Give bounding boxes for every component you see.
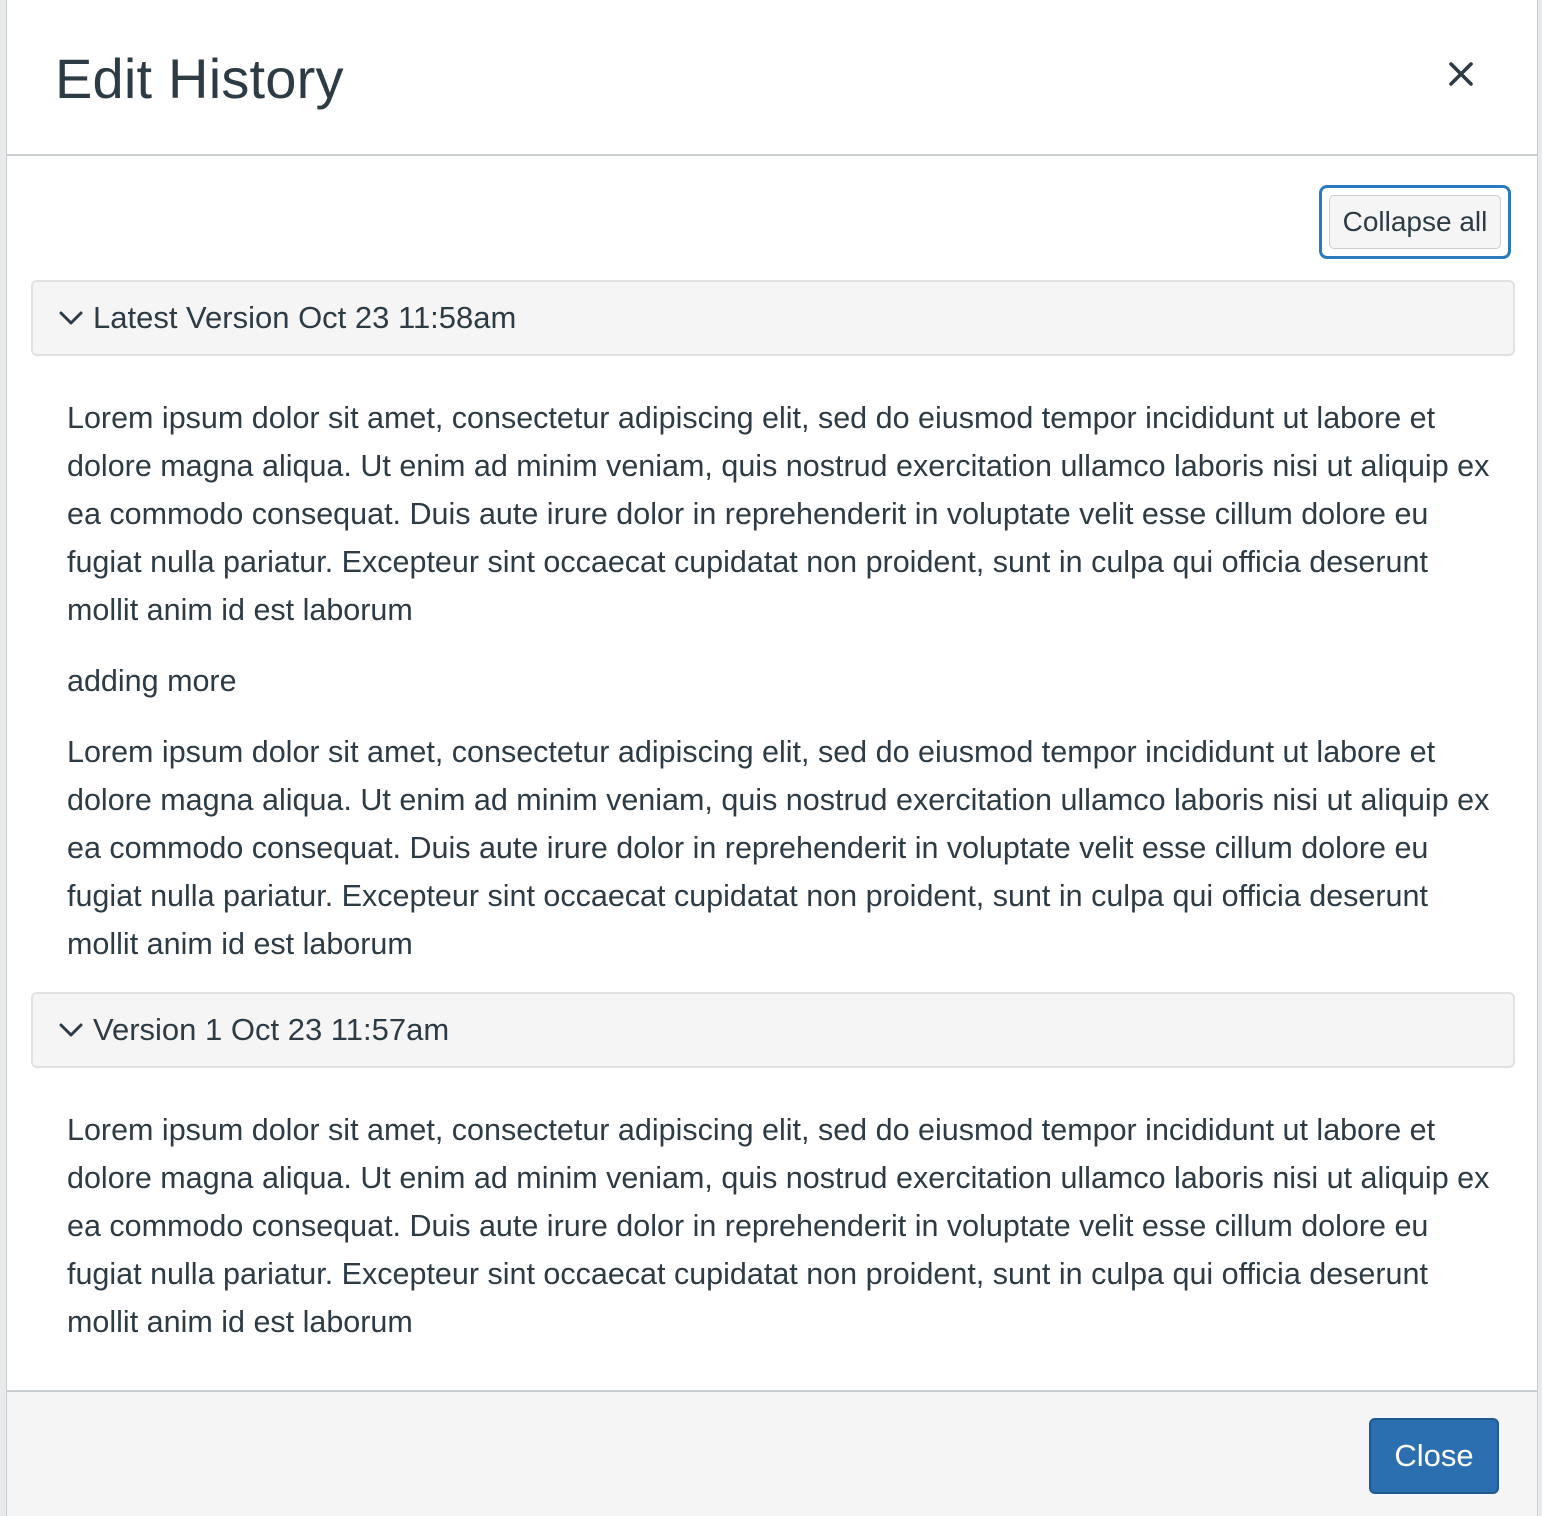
- version-content-latest: [67, 394, 1507, 968]
- chevron-down-icon: [57, 1016, 85, 1044]
- version-paragraph: Lorem ipsum dolor sit amet, consectetur adipiscing elit, sed do eiusmod tempor incididunt ut labore et dolore magna aliqua. Ut enim ad minim veniam, quis nostrud exercitation ullamco laboris nisi ut aliquip ex ea commodo consequat. Duis aute irure dolor in reprehenderit in voluptate velit esse cillum dolore eu fugiat nulla pariatur. Excepteur sint occaecat cupidatat non proident, sunt in culpa qui officia deserunt mollit anim id est laborum: [67, 401, 1490, 627]
- page-backdrop-right: [1538, 0, 1542, 1516]
- close-button[interactable]: Close: [1369, 1418, 1499, 1494]
- version-label: Latest Version Oct 23 11:58am: [93, 300, 517, 335]
- close-icon[interactable]: [1439, 52, 1483, 96]
- version-toggle-1[interactable]: [31, 992, 1515, 1068]
- version-content-1: [67, 1106, 1507, 1346]
- chevron-down-icon: [57, 304, 85, 332]
- collapse-all-button[interactable]: Collapse all: [1329, 195, 1501, 249]
- collapse-all-focus-ring: [1319, 185, 1511, 259]
- version-paragraph: Lorem ipsum dolor sit amet, consectetur adipiscing elit, sed do eiusmod tempor incididunt ut labore et dolore magna aliqua. Ut enim ad minim veniam, quis nostrud exercitation ullamco laboris nisi ut aliquip ex ea commodo consequat. Duis aute irure dolor in reprehenderit in voluptate velit esse cillum dolore eu fugiat nulla pariatur. Excepteur sint occaecat cupidatat non proident, sunt in culpa qui officia deserunt mollit anim id est laborum: [67, 1113, 1490, 1339]
- modal-title: Edit History: [55, 47, 344, 110]
- version-paragraph: Lorem ipsum dolor sit amet, consectetur adipiscing elit, sed do eiusmod tempor incididunt ut labore et dolore magna aliqua. Ut enim ad minim veniam, quis nostrud exercitation ullamco laboris nisi ut aliquip ex ea commodo consequat. Duis aute irure dolor in reprehenderit in voluptate velit esse cillum dolore eu fugiat nulla pariatur. Excepteur sint occaecat cupidatat non proident, sunt in culpa qui officia deserunt mollit anim id est laborum: [67, 735, 1490, 961]
- edit-history-modal: [6, 0, 1538, 1516]
- modal-footer: [7, 1390, 1537, 1516]
- modal-body: [7, 156, 1537, 1390]
- version-paragraph: adding more: [67, 664, 237, 698]
- version-label: Version 1 Oct 23 11:57am: [93, 1012, 450, 1047]
- modal-header: [7, 0, 1537, 156]
- version-toggle-latest[interactable]: [31, 280, 1515, 356]
